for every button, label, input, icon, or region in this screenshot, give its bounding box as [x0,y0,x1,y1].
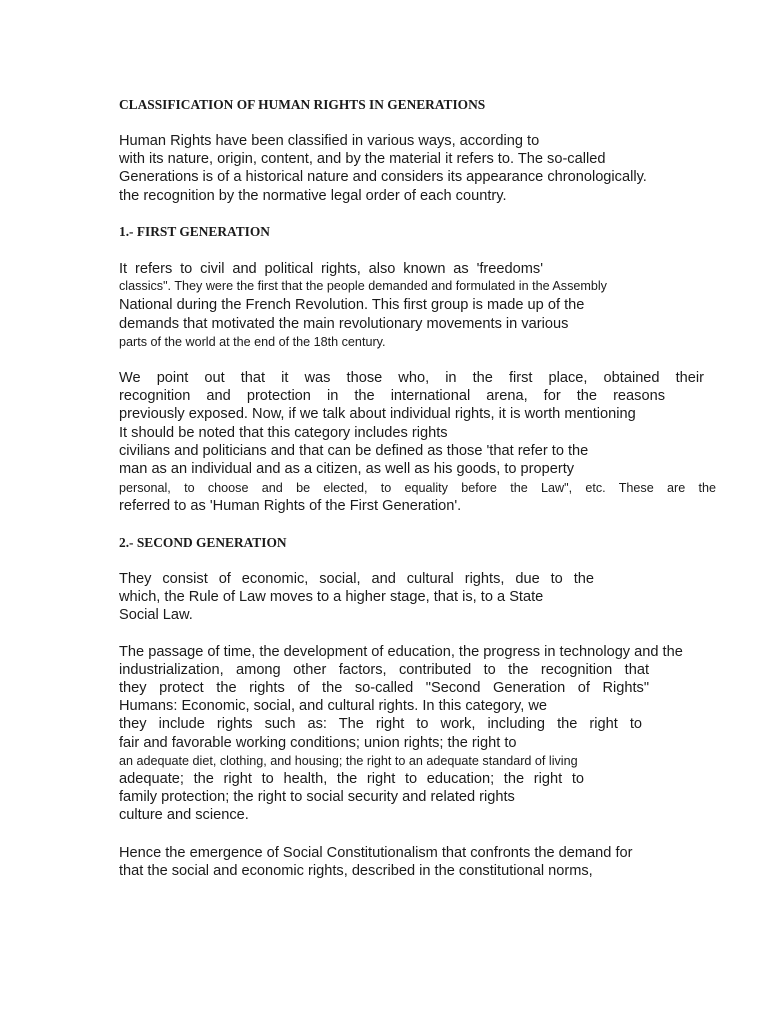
paragraph-line: they include rights such as: The right to work, including the right to [119,716,642,732]
intro-line: Generations is of a historical nature and considers its appearance chronologically. [119,169,647,185]
paragraph-line: We point out that it was those who, in the first place, obtained their [119,370,704,386]
paragraph-line: they protect the rights of the so-called "Second Generation of Rights" [119,680,649,696]
paragraph-line: National during the French Revolution. This first group is made up of the [119,297,585,313]
intro-line: Human Rights have been classified in various ways, according to [119,133,540,149]
paragraph-line: parts of the world at the end of the 18th century. [119,335,386,349]
paragraph-line: Hence the emergence of Social Constitutionalism that confronts the demand for [119,845,633,861]
paragraph-line: fair and favorable working conditions; union rights; the right to [119,735,517,751]
paragraph-line: an adequate diet, clothing, and housing; the right to an adequate standard of living [119,754,578,768]
paragraph-line: culture and science. [119,807,249,823]
paragraph-line: They consist of economic, social, and cultural rights, due to the [119,571,594,587]
intro-line: with its nature, origin, content, and by the material it refers to. The so-called [119,151,606,167]
paragraph-line: that the social and economic rights, described in the constitutional norms, [119,863,593,879]
paragraph-line: It should be noted that this category includes rights [119,425,448,441]
paragraph-line: which, the Rule of Law moves to a higher stage, that is, to a State [119,589,544,605]
intro-line: the recognition by the normative legal order of each country. [119,188,507,204]
paragraph-line: recognition and protection in the international arena, for the reasons [119,388,665,404]
second-generation-heading: 2.- SECOND GENERATION [119,535,287,550]
paragraph-line: demands that motivated the main revolutionary movements in various [119,316,569,332]
paragraph-line: personal, to choose and be elected, to equality before the Law", etc. These are the [119,481,716,495]
paragraph-line: civilians and politicians and that can be defined as those 'that refer to the [119,443,589,459]
paragraph-line: previously exposed. Now, if we talk about individual rights, it is worth mentioning [119,406,636,422]
paragraph-line: family protection; the right to social security and related rights [119,789,515,805]
paragraph-line: referred to as 'Human Rights of the First Generation'. [119,498,462,514]
first-generation-heading: 1.- FIRST GENERATION [119,224,270,239]
paragraph-line: Social Law. [119,607,193,623]
paragraph-line: adequate; the right to health, the right to education; the right to [119,771,584,787]
paragraph-line: man as an individual and as a citizen, as well as his goods, to property [119,461,575,477]
document-title: CLASSIFICATION OF HUMAN RIGHTS IN GENERATIONS [119,97,486,112]
paragraph-line: classics". They were the first that the people demanded and formulated in the Assembly [119,279,607,293]
paragraph-line: It refers to civil and political rights, also known as 'freedoms' [119,261,543,277]
paragraph-line: Humans: Economic, social, and cultural rights. In this category, we [119,698,547,714]
paragraph-line: industrialization, among other factors, contributed to the recognition that [119,662,649,678]
paragraph-line: The passage of time, the development of education, the progress in technology and the [119,644,683,660]
